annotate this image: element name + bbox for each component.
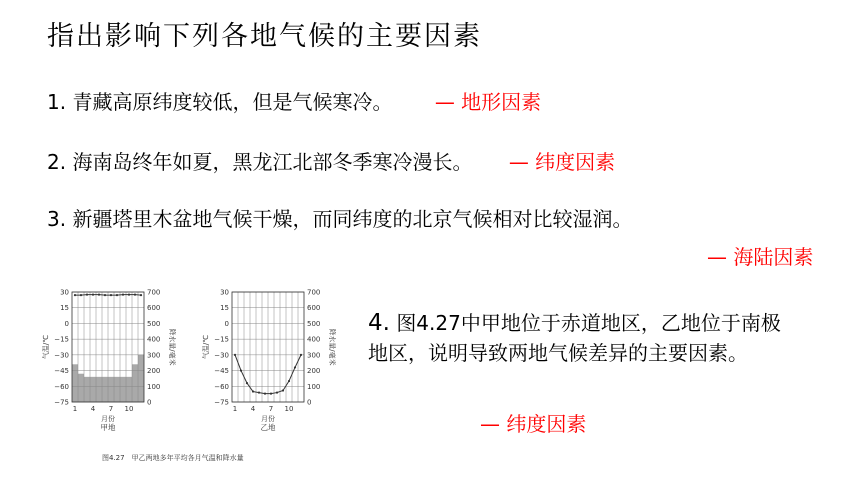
precip-tick-label: 600	[307, 304, 321, 313]
temperature-point	[288, 380, 290, 382]
precip-tick-label: 400	[147, 335, 161, 344]
month-tick-label: 10	[124, 405, 134, 413]
precip-bar	[126, 377, 132, 402]
precip-tick-label: 600	[147, 304, 161, 313]
temperature-point	[252, 390, 254, 392]
month-tick-label: 4	[250, 405, 256, 413]
temp-tick-label: −45	[214, 367, 229, 376]
month-tick-label: 7	[108, 405, 114, 413]
month-tick-label: 1	[232, 405, 238, 413]
page-title: 指出影响下列各地气候的主要因素	[47, 21, 482, 52]
temperature-point	[98, 294, 100, 296]
temperature-point	[122, 294, 124, 296]
temp-tick-label: 15	[60, 304, 69, 313]
month-tick-label: 7	[268, 405, 274, 413]
precip-tick-label: 200	[147, 367, 161, 376]
temperature-point	[104, 294, 106, 296]
temp-tick-label: −60	[214, 382, 229, 391]
temp-tick-label: −45	[54, 367, 69, 376]
temperature-point	[74, 294, 76, 296]
precip-bar	[72, 364, 78, 402]
question-2-text: 2. 海南岛终年如夏，黑龙江北部冬季寒冷漫长。	[47, 150, 473, 174]
precip-bar	[78, 374, 84, 402]
precip-bar	[138, 355, 144, 402]
precip-tick-label: 0	[307, 398, 312, 407]
temperature-point	[134, 294, 136, 296]
precip-tick-label: 100	[307, 382, 321, 391]
month-tick-label: 10	[284, 405, 294, 413]
temp-tick-label: 0	[64, 319, 69, 328]
precip-tick-label: 400	[307, 335, 321, 344]
precip-bar	[132, 364, 138, 402]
temperature-point	[80, 294, 82, 296]
precip-bar	[90, 377, 96, 402]
question-1	[47, 86, 541, 115]
temperature-point	[140, 294, 142, 296]
temp-tick-label: −30	[54, 351, 69, 360]
precip-tick-label: 700	[307, 288, 321, 297]
temperature-point	[86, 294, 88, 296]
precip-bar	[96, 377, 102, 402]
precip-tick-label: 0	[147, 398, 152, 407]
temperature-line	[75, 295, 141, 296]
climate-figure	[36, 276, 366, 476]
temp-tick-label: −75	[54, 398, 69, 407]
temp-tick-label: −15	[54, 335, 69, 344]
question-3-text: 3. 新疆塔里木盆地气候干燥，而同纬度的北京气候相对比较湿润。	[47, 207, 633, 231]
precip-bar	[108, 377, 114, 402]
temperature-point	[246, 382, 248, 384]
temp-tick-label: 0	[224, 319, 229, 328]
figure-caption: 图4.27 甲乙两地多年平均各月气温和降水量	[102, 454, 244, 462]
month-axis-label: 月份	[101, 415, 115, 423]
temperature-point	[92, 294, 94, 296]
precip-bar	[114, 377, 120, 402]
question-1-text: 1. 青藏高原纬度较低，但是气候寒冷。	[47, 90, 393, 114]
temperature-point	[234, 354, 236, 356]
temp-tick-label: −15	[214, 335, 229, 344]
temperature-point	[270, 393, 272, 395]
temp-tick-label: −75	[214, 398, 229, 407]
temp-tick-label: −30	[214, 351, 229, 360]
question-4-text: 图4.27中甲地位于赤道地区，乙地位于南极地区，说明导致两地气候差异的主要因素。	[368, 311, 781, 365]
temperature-point	[264, 393, 266, 395]
temperature-point	[300, 354, 302, 356]
temp-tick-label: −60	[54, 382, 69, 391]
panel-name: 乙地	[260, 423, 276, 432]
temperature-point	[110, 294, 112, 296]
month-tick-label: 4	[90, 405, 96, 413]
precip-tick-label: 200	[307, 367, 321, 376]
temperature-point	[294, 366, 296, 368]
precip-tick-label: 300	[147, 351, 161, 360]
precip-tick-label: 100	[147, 382, 161, 391]
question-4-number: 4.	[368, 310, 390, 336]
precip-bar	[120, 377, 126, 402]
temp-tick-label: 15	[220, 304, 229, 313]
temperature-point	[116, 294, 118, 296]
temperature-point	[258, 391, 260, 393]
temperature-point	[276, 391, 278, 393]
temperature-point	[128, 294, 130, 296]
panel-name: 甲地	[100, 423, 116, 432]
temperature-point	[240, 369, 242, 371]
question-4	[368, 308, 788, 368]
precip-axis-label: 降水量/毫米	[328, 328, 336, 366]
question-3-answer: — 海陆因素	[707, 245, 814, 269]
temp-tick-label: 30	[60, 288, 69, 297]
question-2	[47, 146, 615, 175]
precip-bar	[102, 377, 108, 402]
question-3	[47, 203, 632, 232]
temp-axis-label: 气温/℃	[202, 334, 210, 360]
question-1-answer: — 地形因素	[434, 90, 542, 114]
precip-tick-label: 700	[147, 288, 161, 297]
precip-tick-label: 300	[307, 351, 321, 360]
precip-bar	[84, 377, 90, 402]
temperature-point	[282, 389, 284, 391]
precip-tick-label: 500	[147, 319, 161, 328]
month-tick-label: 1	[72, 405, 78, 413]
precip-axis-label: 降水量/毫米	[168, 328, 176, 366]
question-4-answer: — 纬度因素	[480, 412, 587, 436]
temp-tick-label: 30	[220, 288, 229, 297]
question-2-answer: — 纬度因素	[508, 150, 616, 174]
month-axis-label: 月份	[261, 415, 275, 423]
precip-tick-label: 500	[307, 319, 321, 328]
temp-axis-label: 气温/℃	[42, 334, 50, 360]
